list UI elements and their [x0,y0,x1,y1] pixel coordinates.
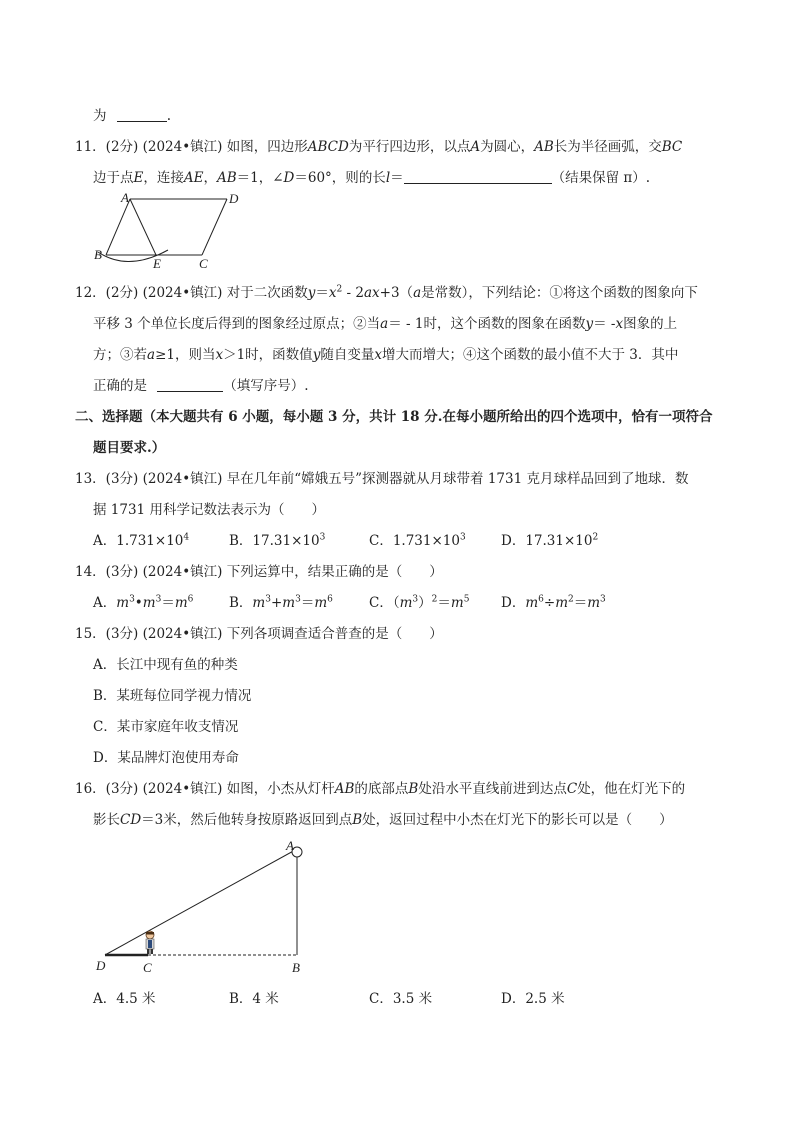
figure-parallelogram [90,190,240,270]
q16-option-c[interactable]: C．3.5 米 [369,991,433,1007]
answer-blank[interactable] [404,169,552,184]
q14-option-b[interactable]: B．$m^3+m^3=m^6$ [229,594,333,611]
answer-blank[interactable] [157,377,223,392]
light-ray [105,849,297,955]
label-b: B [94,247,102,262]
answer-blank[interactable] [117,107,167,122]
q13-option-d[interactable]: D．$17.31\times 10^2$ [501,532,599,549]
q16-option-a[interactable]: A．4.5 米 [93,991,156,1007]
q16-line1: 16．(3分) (2024•镇江) 如图，小杰从灯杆AB的底部点B处沿水平直线前进到达点C处，他在灯光下的 [75,781,686,797]
edge-ab [106,199,130,255]
q15-option-d[interactable]: D．某品牌灯泡使用寿命 [93,750,239,766]
q12-line3: 方；③若a≥1，则当x＞1时，函数值y随自变量x增大而增大；④这个函数的最小值不大于 3．其中 [93,347,679,363]
q14-option-d[interactable]: D．$m^6\div m^2=m^3$ [501,594,606,611]
figure-lamp-post [90,834,320,979]
segment-ae [130,199,156,255]
label-d: D [229,191,239,206]
q13-line2: 据 1731 用科学记数法表示为（ ） [93,502,325,518]
person-icon [146,931,154,954]
q14-option-a[interactable]: A．$m^3•m^3=m^6$ [93,594,194,611]
q13-option-b[interactable]: B．$17.31\times 10^3$ [229,532,326,549]
q15-option-c[interactable]: C．某市家庭年收支情况 [93,719,239,735]
section-2-heading: 二、选择题（本大题共有 6 小题，每小题 3 分，共计 18 分.在每小题所给出的四个选项中，恰有一项符合 [75,409,713,425]
q13-line1: 13．(3分) (2024•镇江) 早在几年前“嫦娥五号”探测器就从月球带着 1731 克月球样品回到了地球．数 [75,471,689,487]
q11-line1: 11．(2分) (2024•镇江) 如图，四边形ABCD为平行四边形，以点A为圆心，AB长为半径画弧，交BC [75,139,683,155]
q14-stem: 14．(3分) (2024•镇江) 下列运算中，结果正确的是（ ） [75,564,443,580]
q15-option-a[interactable]: A．长江中现有鱼的种类 [93,657,238,673]
q12-line2: 平移 3 个单位长度后得到的图象经过原点；②当a＝ - 1时，这个函数的图象在函数y＝ -x图象的上 [93,316,678,332]
q13-option-c[interactable]: C．$1.731\times 10^3$ [369,532,466,549]
q11-line2: 边于点E，连接AE，AB＝1，∠D＝60°，则的长l＝ （结果保留 π）. [93,170,651,186]
q15-option-b[interactable]: B．某班每位同学视力情况 [93,688,252,704]
section-2-heading-cont: 题目要求.） [93,440,166,456]
q12-line1: 12．(2分) (2024•镇江) 对于二次函数$y=x^2 - 2ax+3(a$是常数），下列结论：①将这个函数的图象向下 [75,284,698,301]
label-a: A [121,190,129,205]
label-c: C [143,960,152,975]
q15-stem: 15．(3分) (2024•镇江) 下列各项调查适合普查的是（ ） [75,626,443,642]
q10-tail: 为 . [93,108,172,124]
label-e: E [153,256,161,270]
q16-option-b[interactable]: B．4 米 [229,991,279,1007]
edge-dc [202,199,227,255]
q13-option-a[interactable]: A．$1.731\times 10^4$ [93,532,190,549]
q16-line2: 影长CD＝3米，然后他转身按原路返回到点B处，返回过程中小杰在灯光下的影长可以是（ ） [93,812,673,828]
q16-option-d[interactable]: D．2.5 米 [501,991,565,1007]
q12-line4: 正确的是 （填写序号）. [93,378,309,394]
label-b: B [292,960,300,975]
label-d: D [96,958,106,973]
label-c: C [199,256,208,270]
label-a: A [286,838,294,853]
q14-option-c[interactable]: C．$(m^3)^2=m^5$ [369,594,470,611]
